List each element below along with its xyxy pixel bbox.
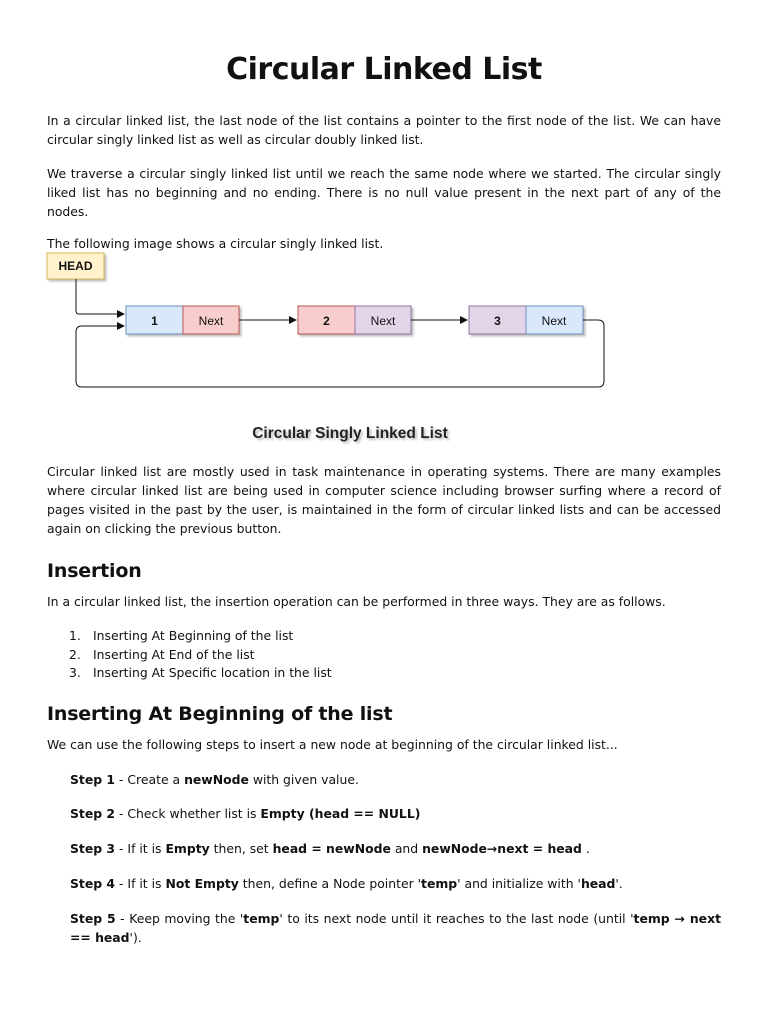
- node-1-value: 1: [151, 314, 158, 328]
- step-2: Step 2 - Check whether list is Empty (head == NULL): [70, 806, 421, 821]
- insertion-intro: In a circular linked list, the insertion operation can be performed in three ways. They are as follows.: [47, 594, 666, 609]
- node-1-next-label: Next: [198, 314, 224, 328]
- intro-paragraph-2: We traverse a circular singly linked list until we reach the same node where we started. The circular singly liked list has no beginning and no ending. There is no null value present in the next part of any of the nodes.: [47, 166, 721, 219]
- node-3-value: 3: [494, 314, 501, 328]
- insertion-methods-list: [47, 627, 332, 683]
- step-1: Step 1 - Create a newNode with given value.: [70, 772, 359, 787]
- intro-paragraph-1: In a circular linked list, the last node of the list contains a pointer to the first node of the list. We can have circular singly linked list as well as circular doubly linked list.: [47, 113, 721, 147]
- page-title: Circular Linked List: [226, 52, 542, 87]
- list-item: 3. Inserting At Specific location in the list: [69, 665, 332, 680]
- node-2-value: 2: [323, 314, 330, 328]
- intro-paragraph-3: The following image shows a circular singly linked list.: [47, 236, 384, 251]
- head-arrow: [76, 279, 124, 314]
- list-item: 2. Inserting At End of the list: [69, 646, 255, 662]
- circular-list-diagram: [0, 248, 768, 448]
- head-label: HEAD: [58, 259, 93, 273]
- step-5: Step 5 - Keep moving the 'temp' to its next node until it reaches to the last node (until 'temp → next == head').: [70, 911, 721, 945]
- diagram-caption: Circular Singly Linked List: [252, 425, 448, 442]
- beginning-heading: Inserting At Beginning of the list: [47, 703, 393, 725]
- node-2-next-label: Next: [370, 314, 396, 328]
- node-3-next-label: Next: [541, 314, 567, 328]
- step-4: Step 4 - If it is Not Empty then, define a Node pointer 'temp' and initialize with 'head'.: [70, 876, 623, 891]
- insertion-heading: Insertion: [47, 560, 142, 582]
- step-3: Step 3 - If it is Empty then, set head = newNode and newNode→next = head .: [70, 841, 590, 856]
- beginning-intro: We can use the following steps to insert a new node at beginning of the circular linked list...: [47, 737, 618, 752]
- list-item: 1. Inserting At Beginning of the list: [69, 628, 294, 643]
- uses-paragraph: Circular linked list are mostly used in task maintenance in operating systems. There are many examples where circular linked list are being used in computer science including browser surfing where a record of pages visited in the past by the user, is maintained in the form of circular linked lists and can be accessed again on clicking the previous button.: [47, 464, 721, 536]
